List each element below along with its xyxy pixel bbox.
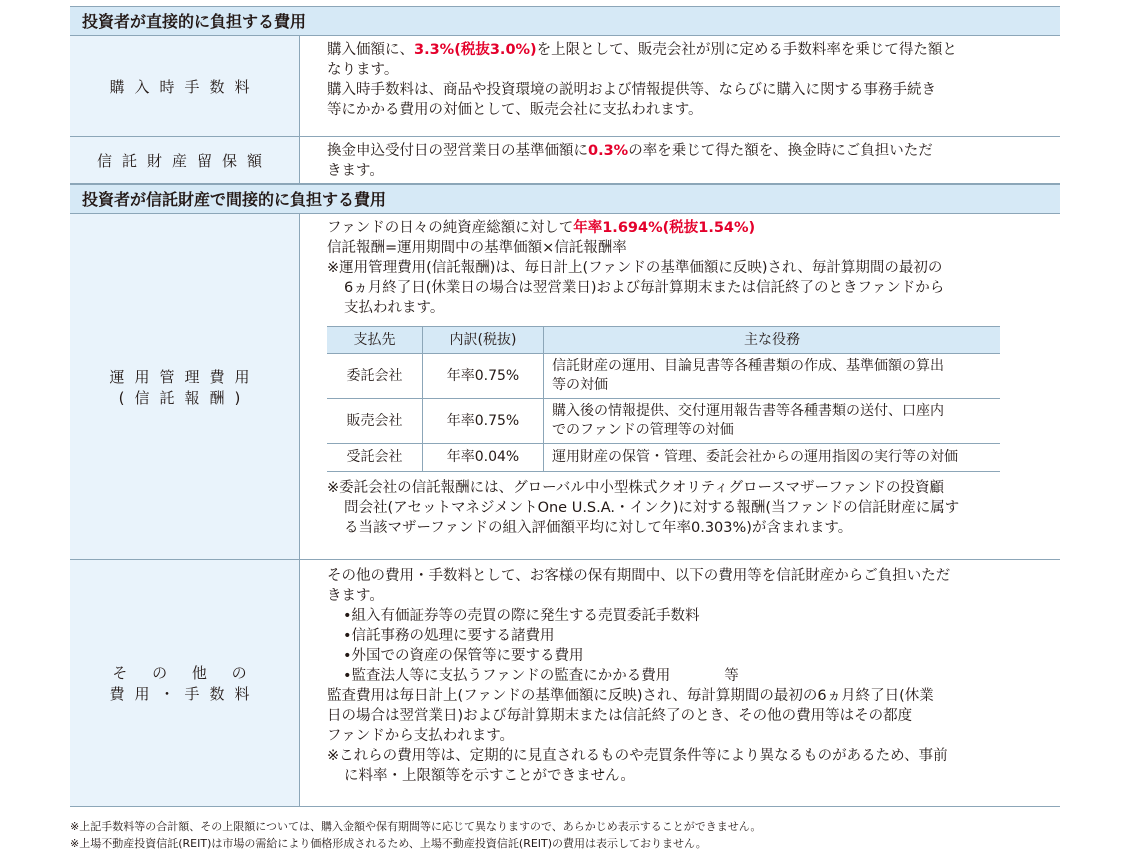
purchase-fee-row [70, 36, 1060, 137]
table-header: 主な役務 [544, 327, 1001, 354]
role-cell: 信託財産の運用、目論見書等各種書類の作成、基準価額の算出 等の対価 [544, 354, 1001, 399]
other-fees-label-line2: 費用・手数料 [109, 685, 260, 703]
fee-breakdown-table [327, 326, 1000, 472]
other-fees-label [70, 560, 300, 806]
retention-content [300, 137, 1060, 183]
purchase-fee-content [300, 36, 1060, 136]
role-cell: 購入後の情報提供、交付運用報告書等各種書類の送付、口座内 でのファンドの管理等の対価 [544, 399, 1001, 444]
purchase-fee-label: 購入時手数料 [70, 36, 300, 136]
fee-breakdown-header-row [327, 327, 1000, 354]
list-item: •外国での資産の保管等に要する費用 [343, 648, 584, 664]
payee-cell: 受託会社 [327, 444, 423, 472]
management-fee-label-line1: 運用管理費用 [109, 367, 260, 386]
retention-line1: 換金申込受付日の翌営業日の基準価額に0.3%の率を乗じて得た額を、換金時にご負担いただ [327, 143, 933, 159]
management-fee-note1-l3: 支払われます。 [344, 300, 445, 316]
management-fee-line1: ファンドの日々の純資産総額に対して年率1.694%(税抜1.54%) [327, 220, 756, 236]
fee-table [70, 6, 1060, 807]
audit-line3: ファンドから支払われます。 [327, 728, 515, 744]
management-fee-label [70, 214, 300, 559]
footnote: ※上場不動産投資信託(REIT)は市場の需給により価格形成されるため、上場不動産投資信託(REIT)の費用は表示しておりません。 [70, 837, 707, 850]
management-fee-note1-l2: 6ヵ月終了日(休業日の場合は翌営業日)および毎計算期末または信託終了のときファンドから [344, 280, 945, 296]
retention-line2: きます。 [327, 163, 384, 179]
retention-rate: 0.3% [588, 143, 629, 159]
rate-cell: 年率0.75% [423, 399, 544, 444]
retention-row [70, 137, 1060, 184]
other-fees-row [70, 560, 1060, 807]
purchase-fee-line3: 購入時手数料は、商品や投資環境の説明および情報提供等、ならびに購入に関する事務手続き [327, 82, 936, 98]
payee-cell: 委託会社 [327, 354, 423, 399]
table-row [327, 399, 1000, 444]
table-header: 内訳(税抜) [423, 327, 544, 354]
other-fees-line1: その他の費用・手数料として、お客様の保有期間中、以下の費用等を信託財産からご負担いただ [327, 568, 951, 584]
management-fee-note1-l1: ※運用管理費用(信託報酬)は、毎日計上(ファンドの基準価額に反映)され、毎計算期間の最初の [327, 260, 943, 276]
management-fee-note2-l1: ※委託会社の信託報酬には、グローバル中小型株式クオリティグロースマザーファンドの投資顧 [327, 480, 944, 496]
role-cell: 運用財産の保管・管理、委託会社からの運用指図の実行等の対価 [544, 444, 1001, 472]
indirect-costs-header: 投資者が信託財産で間接的に負担する費用 [70, 184, 1060, 214]
audit-line1: 監査費用は毎日計上(ファンドの基準価額に反映)され、毎計算期間の最初の6ヵ月終了日(休業 [327, 688, 934, 704]
management-fee-row [70, 214, 1060, 560]
table-row [327, 354, 1000, 399]
audit-line2: 日の場合は翌営業日)および毎計算期末または信託終了のとき、その他の費用等はその都度 [327, 708, 913, 724]
footnote: ※上記手数料等の合計額、その上限額については、購入金額や保有期間等に応じて異なりますので、あらかじめ表示することができません。 [70, 820, 762, 833]
payee-cell: 販売会社 [327, 399, 423, 444]
list-item: •組入有価証券等の売買の際に発生する売買委託手数料 [343, 608, 700, 624]
management-fee-content [300, 214, 1060, 559]
management-fee-rate: 年率1.694%(税抜1.54%) [573, 220, 756, 236]
management-fee-label-line2: (信託報酬) [118, 388, 251, 407]
table-header: 支払先 [327, 327, 423, 354]
other-fees-label-line1: そ の 他 の [112, 664, 257, 682]
purchase-fee-line1: 購入価額に、3.3%(税抜3.0%)を上限として、販売会社が別に定める手数料率を乗じて得た額と [327, 42, 957, 58]
list-item: •監査法人等に支払うファンドの監査にかかる費用 等 [343, 668, 739, 684]
purchase-fee-line2: なります。 [327, 62, 399, 78]
other-fees-note-l1: ※これらの費用等は、定期的に見直されるものや売買条件等により異なるものがあるため、事前 [327, 748, 948, 764]
purchase-fee-line4: 等にかかる費用の対価として、販売会社に支払われます。 [327, 102, 703, 118]
table-row [327, 444, 1000, 472]
other-fees-note-l2: に料率・上限額等を示すことができません。 [344, 768, 635, 784]
list-item: •信託事務の処理に要する諸費用 [343, 628, 555, 644]
retention-label: 信託財産留保額 [70, 137, 300, 183]
purchase-fee-rate: 3.3%(税抜3.0%) [414, 42, 537, 58]
management-fee-formula: 信託報酬=運用期間中の基準価額×信託報酬率 [327, 240, 627, 256]
other-fees-content [300, 560, 1060, 806]
bullet-suffix: 等 [724, 668, 739, 684]
rate-cell: 年率0.04% [423, 444, 544, 472]
direct-costs-header: 投資者が直接的に負担する費用 [70, 6, 1060, 36]
other-fees-line2: きます。 [327, 588, 384, 604]
management-fee-note2-l2: 問会社(アセットマネジメントOne U.S.A.・インク)に対する報酬(当ファンドの信託財産に属す [344, 500, 960, 516]
management-fee-note2-l3: る当該マザーファンドの組入評価額平均に対して年率0.303%)が含まれます。 [344, 520, 853, 536]
rate-cell: 年率0.75% [423, 354, 544, 399]
footnotes [70, 818, 761, 852]
